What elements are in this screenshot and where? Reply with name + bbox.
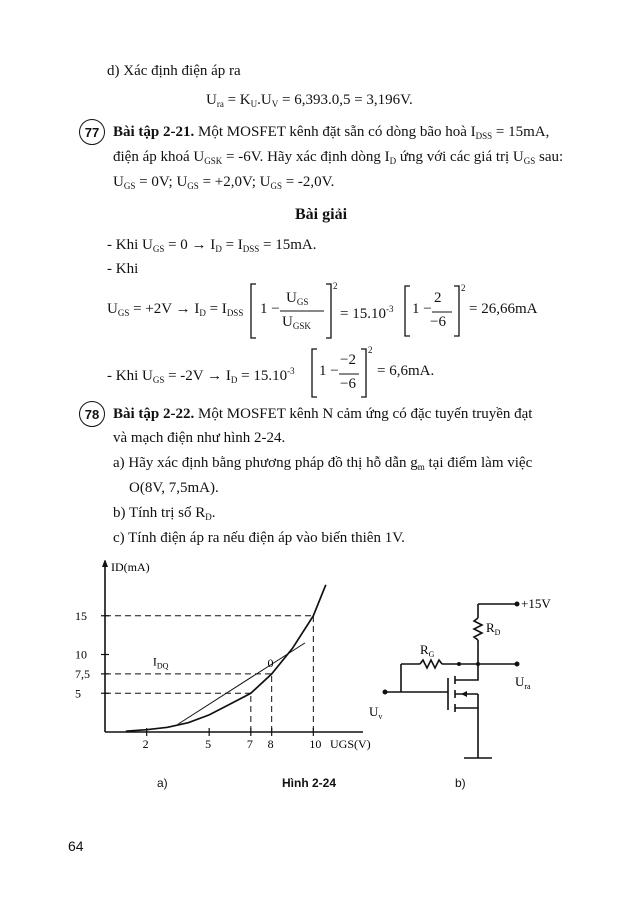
exercise-78-part-a-cont: O(8V, 7,5mA).	[129, 480, 219, 496]
solution-heading: Bài giải	[295, 206, 348, 223]
vout-label: $U_{ra}$	[515, 674, 531, 691]
y-axis-label: ID(mA)	[111, 560, 150, 574]
right-bracket	[361, 349, 366, 397]
left-bracket	[405, 286, 410, 336]
part-d-heading: d) Xác định điện áp ra	[107, 63, 241, 79]
rd-resistor	[474, 618, 482, 640]
figure-label-b: b)	[455, 776, 466, 790]
equation-ugs-minus2-left: - Khi $U_{GS} = -2V \to I_D = 15.10^{-3}$	[107, 366, 295, 385]
q-point-label: 0	[267, 655, 274, 670]
solution-line-2: - Khi	[107, 261, 139, 277]
frac-num-ugs: $U_{GS}$	[286, 290, 309, 307]
exercise-77-line1: Bài tập 2-21. Một MOSFET kênh đặt sẵn có dòng bão hoà $I_{DSS} = 15mA$,	[113, 124, 550, 141]
frac3-num: −2	[340, 352, 356, 368]
output-terminal	[515, 662, 520, 667]
equation-result-1: = 26,66mA	[469, 301, 538, 317]
exercise-78-part-a: a) Hãy xác định bằng phương pháp đồ thị hỗ dẫn $g_m$ tại điểm làm việc	[113, 455, 533, 472]
exercise-78-line2: và mạch điện như hình 2-24.	[113, 430, 286, 446]
one-minus-3: 1 −	[319, 363, 339, 379]
equation-middle: = $15.10^{-3}$	[340, 304, 394, 322]
exercise-77-line3: $U_{GS} = 0V$; $U_{GS} = +2,0V$; $U_{GS} = -2,0V$.	[113, 174, 335, 191]
transfer-characteristic-chart	[72, 560, 372, 760]
x-tick-label: 10	[309, 737, 322, 751]
exercise-78-number: 78	[79, 401, 105, 427]
mosfet-circuit	[365, 588, 565, 768]
one-minus: 1 −	[260, 301, 280, 317]
x-tick-label: 2	[142, 737, 149, 751]
figure-label-a: a)	[157, 776, 168, 790]
supply-label: +15V	[521, 596, 551, 611]
left-bracket	[312, 349, 317, 397]
page-number: 64	[68, 838, 84, 854]
idq-annotation: $I_{DQ}$	[152, 654, 169, 671]
exercise-78-part-b: b) Tính trị số $R_D$.	[113, 505, 216, 522]
y-tick-label: 5	[75, 686, 81, 701]
solution-line-1: - Khi $U_{GS} = 0 \to I_D = I_{DSS} = 15mA$.	[107, 237, 317, 254]
substrate-arrow-icon	[461, 691, 467, 697]
input-terminal	[383, 690, 388, 695]
right-bracket	[454, 286, 459, 336]
exercise-77-number: 77	[79, 119, 105, 145]
power-2c: 2	[368, 345, 373, 355]
junction-dot	[457, 662, 461, 666]
supply-terminal	[515, 602, 520, 607]
part-d-equation: $U_{ra} = K_U.U_V = 6,393.0,5 = 3,196V$.	[206, 92, 413, 109]
rg-resistor	[420, 660, 442, 668]
frac-den-ugsk: $U_{GSK}$	[282, 314, 311, 331]
vin-label: $U_v$	[369, 704, 383, 721]
exercise-78-part-c: c) Tính điện áp ra nếu điện áp vào biến thiên 1V.	[113, 530, 405, 546]
figure-caption: Hình 2-24	[282, 776, 337, 790]
frac3-den: −6	[340, 376, 356, 392]
y-tick-label: 10	[75, 647, 87, 662]
x-tick-label: 5	[205, 737, 212, 751]
frac2-num: 2	[434, 290, 442, 306]
right-bracket	[326, 284, 331, 338]
exercise-77-line2: điện áp khoá $U_{GSK} = -6V$. Hãy xác định dòng $I_D$ ứng với các giá trị $U_{GS}$ sau:	[113, 149, 564, 166]
frac2-den: −6	[430, 314, 446, 330]
exercise-78-line1: Bài tập 2-22. Một MOSFET kênh N cảm ứng có đặc tuyến truyền đạt	[113, 406, 533, 422]
x-tick-label: 8	[267, 737, 274, 751]
rg-label: $R_G$	[420, 642, 435, 659]
x-axis-label: UGS(V)	[330, 737, 371, 751]
power-2: 2	[333, 281, 338, 291]
one-minus-2: 1 −	[412, 301, 432, 317]
y-tick-label: 7,5	[75, 666, 90, 681]
y-axis-arrow-icon	[102, 560, 108, 567]
junction-dot	[476, 662, 480, 666]
power-2b: 2	[461, 283, 466, 293]
rd-label: $R_D$	[486, 620, 501, 637]
equation-ugs-plus2-left: $U_{GS} = +2V \to I_D = I_{DSS}$	[107, 301, 244, 318]
left-bracket	[251, 284, 256, 338]
source-lead	[455, 708, 478, 758]
equation-result-2: = 6,6mA.	[377, 363, 435, 379]
drain-lead	[455, 664, 478, 680]
x-tick-label: 7	[246, 737, 253, 751]
y-tick-label: 15	[75, 608, 87, 623]
